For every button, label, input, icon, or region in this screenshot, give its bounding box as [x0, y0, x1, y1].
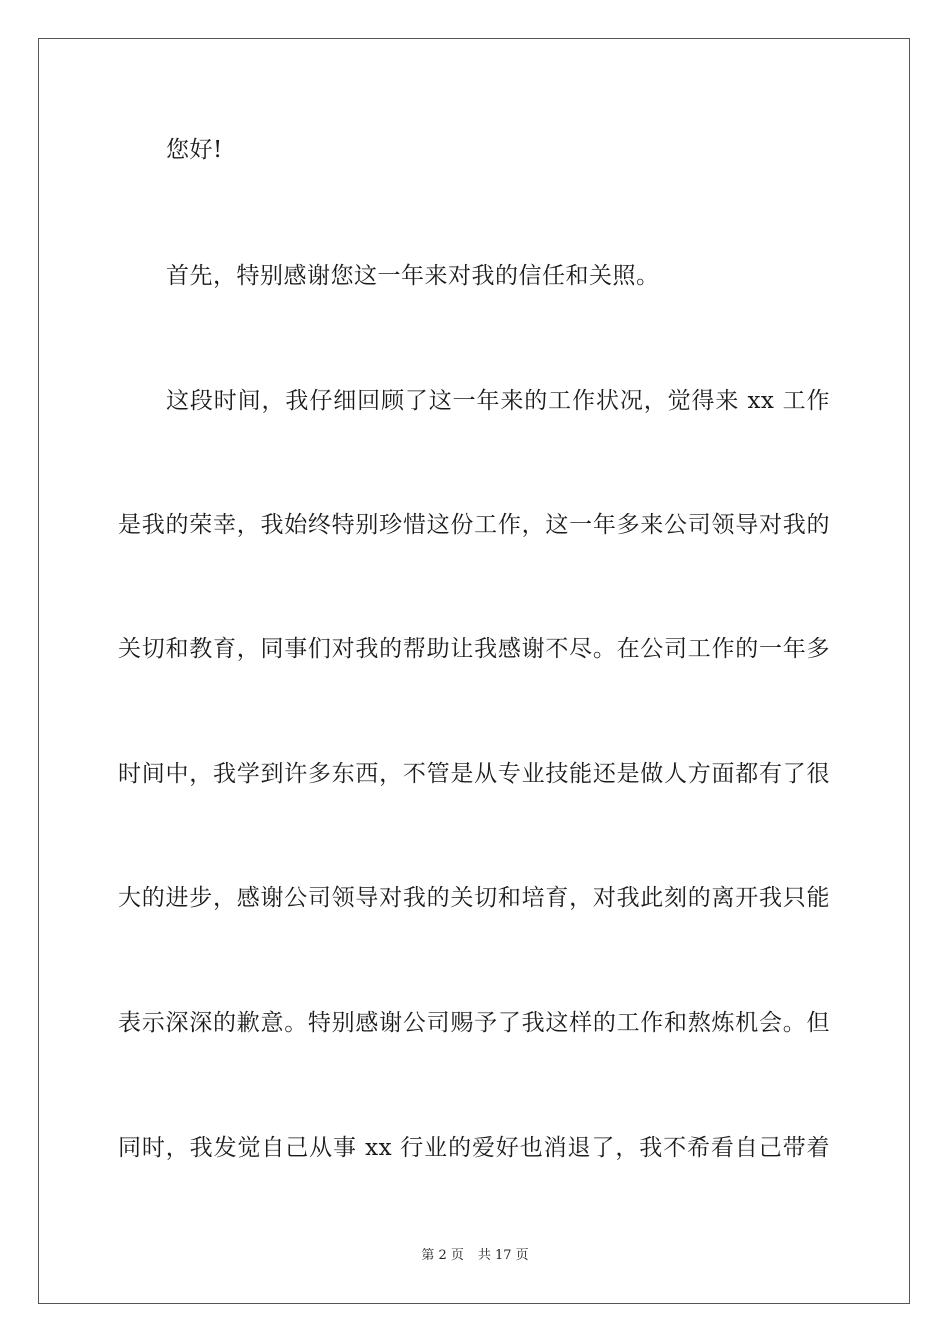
paragraph-2-line-6: 表示深深的歉意。特别感谢公司赐予了我这样的工作和熬炼机会。但 — [118, 1010, 830, 1036]
page-border — [38, 38, 910, 1304]
paragraph-2-line-3: 关切和教育，同事们对我的帮助让我感谢不尽。在公司工作的一年多 — [118, 636, 830, 662]
paragraph-2-line-1: 这段时间，我仔细回顾了这一年来的工作状况，觉得来 xx 工作 — [166, 388, 830, 414]
paragraph-2-line-2: 是我的荣幸，我始终特别珍惜这份工作，这一年多来公司领导对我的 — [118, 512, 830, 538]
page-footer — [0, 1247, 950, 1265]
paragraph-2-line-4: 时间中，我学到许多东西，不管是从专业技能还是做人方面都有了很 — [118, 761, 830, 787]
page-total: 共 17 页 — [477, 1248, 529, 1263]
paragraph-2-line-5: 大的进步，感谢公司领导对我的关切和培育，对我此刻的离开我只能 — [118, 885, 830, 911]
page-number: 第 2 页 — [421, 1248, 464, 1263]
greeting-line: 您好! — [166, 137, 223, 163]
paragraph-1-line-1: 首先，特别感谢您这一年来对我的信任和关照。 — [166, 263, 660, 289]
paragraph-2-line-7: 同时，我发觉自己从事 xx 行业的爱好也消退了，我不希看自己带着 — [118, 1135, 830, 1161]
